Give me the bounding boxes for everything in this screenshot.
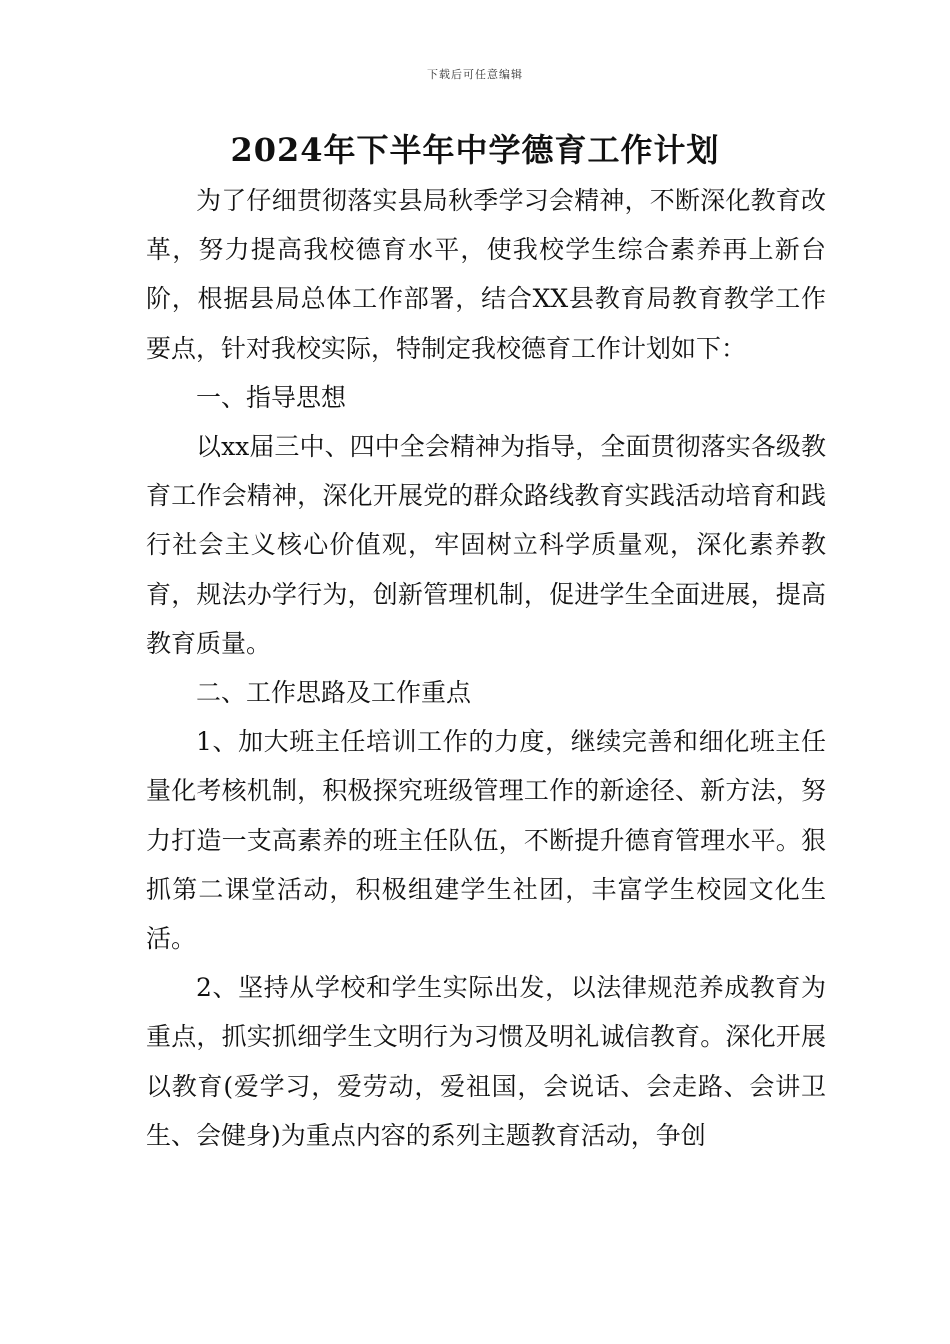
work-item-2-paragraph: 2、坚持从学校和学生实际出发，以法律规范养成教育为重点，抓实抓细学生文明行为习惯及明礼诚信教育。深化开展以教育(爱学习，爱劳动，爱祖国，会说话、会走路、会讲卫生、会健身)为重点内容的系列主题教育活动，争创 [146, 973, 826, 1150]
section-heading-guiding-ideology: 一、指导思想 [196, 382, 347, 412]
document-title: 2024年下半年中学德育工作计划 [230, 131, 720, 169]
work-item-1-paragraph: 1、加大班主任培训工作的力度，继续完善和细化班主任量化考核机制，积极探究班级管理工作的新途径、新方法，努力打造一支高素养的班主任队伍，不断提升德育管理水平。狠抓第二课堂活动，积极组建学生社团，丰富学生校园文化生活。 [146, 727, 826, 954]
section-heading-work-ideas: 二、工作思路及工作重点 [196, 678, 472, 708]
document-body [146, 176, 826, 1160]
header-note: 下载后可任意编辑 [427, 68, 523, 81]
intro-paragraph: 为了仔细贯彻落实县局秋季学习会精神，不断深化教育改革，努力提高我校德育水平，使我校学生综合素养再上新台阶，根据县局总体工作部署，结合XX县教育局教育教学工作要点，针对我校实际，特制定我校德育工作计划如下： [146, 186, 826, 363]
guiding-ideology-paragraph: 以xx届三中、四中全会精神为指导，全面贯彻落实各级教育工作会精神，深化开展党的群众路线教育实践活动培育和践行社会主义核心价值观，牢固树立科学质量观，深化素养教育，规法办学行为，创新管理机制，促进学生全面进展，提高教育质量。 [146, 432, 826, 658]
